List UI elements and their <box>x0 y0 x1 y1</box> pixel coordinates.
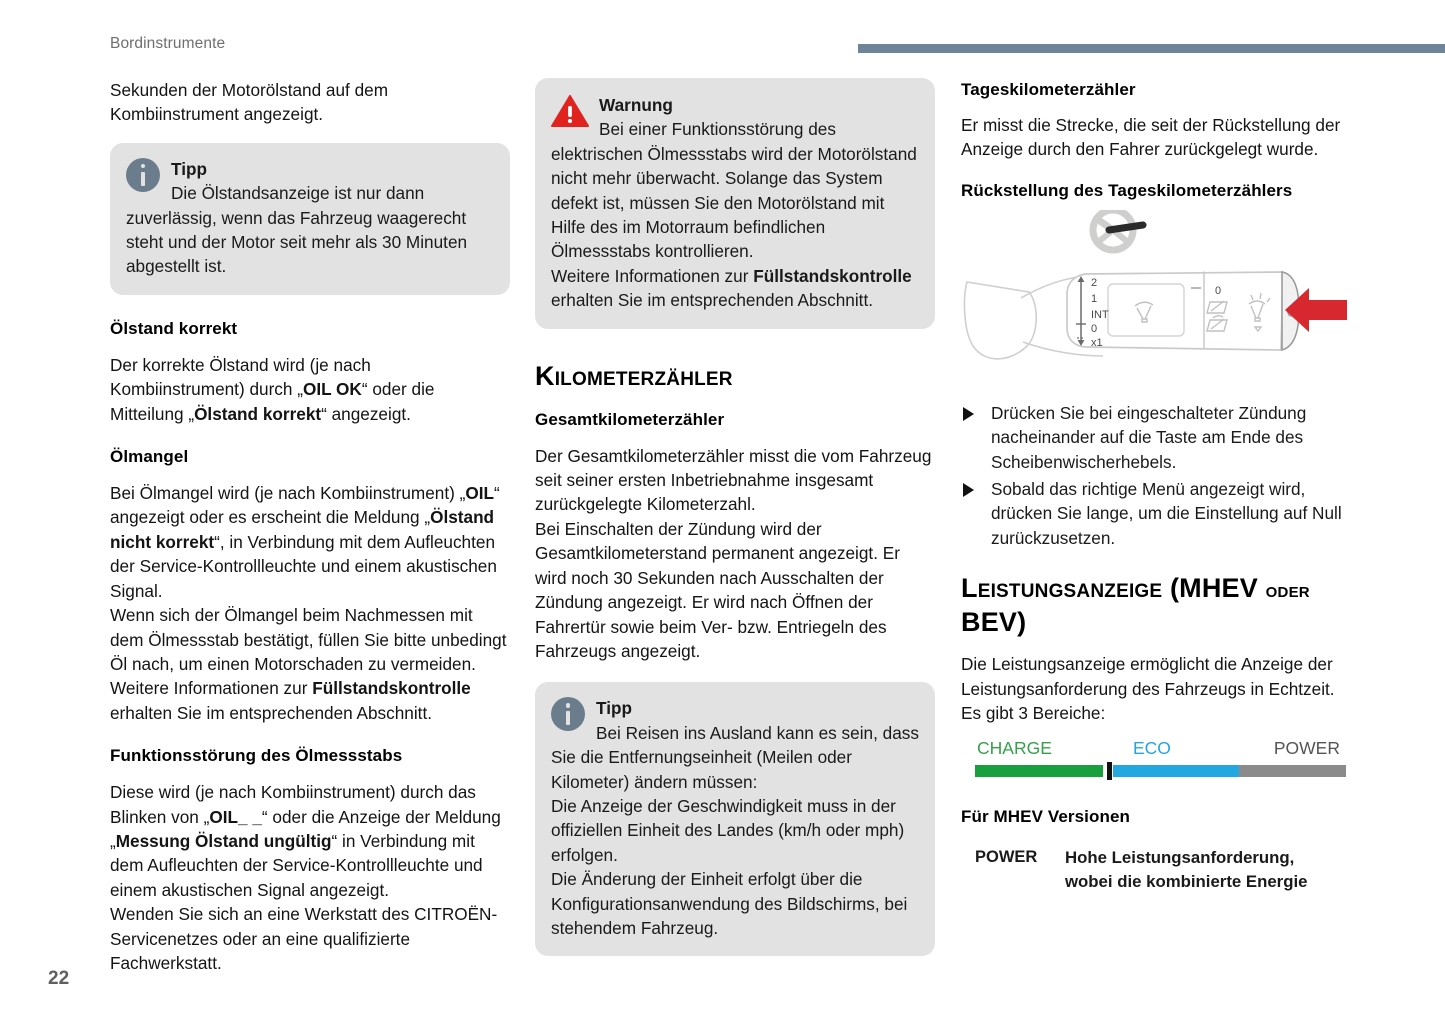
gauge-label-power: POWER <box>1273 738 1340 759</box>
gauge-segment-eco <box>1113 765 1239 777</box>
warning-box-title: Warnung <box>599 95 673 115</box>
chapter-title-part-1: Leistungsanzeige (MHEV <box>961 573 1266 604</box>
reset-instructions-list <box>961 401 1361 550</box>
tip-box-text-c: Die Änderung der Einheit erfolgt über die Konfigurationsanwendung des Bildschirms, bei stehendem Fahrzeug. <box>551 869 908 938</box>
running-header-title: Bordinstrumente <box>110 35 226 52</box>
warning-box-text-b: Weitere Informationen zur <box>551 265 754 286</box>
txt: “ oder die Mitteilung „ <box>110 379 435 424</box>
header-rule-bar <box>858 44 1445 53</box>
txt: erhalten Sie im entsprechenden Abschnitt. <box>110 702 432 723</box>
heading-funktionsstoerung: Funktionsstörung des Ölmessstabs <box>110 746 403 766</box>
triangle-bullet-icon <box>963 483 974 497</box>
heading-oelstand-korrekt: Ölstand korrekt <box>110 318 238 338</box>
tip-box-text-b: Die Anzeige der Geschwindigkeit muss in der offiziellen Einheit des Landes (km/h oder mph) erfolgen. <box>551 795 905 865</box>
page-number: 22 <box>48 968 70 989</box>
chapter-title-text: Kilometerzähler <box>535 360 733 391</box>
gauge-needle-tick <box>1107 762 1112 780</box>
paragraph-gesamt-1: Der Gesamtkilometerzähler misst die vom Fahrzeug seit seiner ersten Inbetriebnahme insgesamt zurückgelegte Kilometerzahl. <box>535 445 932 515</box>
gauge-segment-charge <box>975 765 1103 777</box>
txt: Der korrekte Ölstand wird (je nach Kombiinstrument) durch „ <box>110 354 371 400</box>
bold-oelstand-korrekt: Ölstand korrekt <box>194 403 322 424</box>
mhev-value-line-2: wobei die kombinierte Energie <box>1065 872 1308 892</box>
svg-text:1: 1 <box>1091 292 1098 305</box>
txt: “ angezeigt oder es erscheint die Meldung „ <box>110 483 500 528</box>
heading-gesamtkilometerzaehler: Gesamtkilometerzähler <box>535 409 725 429</box>
gauge-label-eco: ECO <box>1133 738 1171 759</box>
warning-triangle-icon <box>551 95 589 127</box>
mhev-table-row <box>961 846 1361 894</box>
power-gauge <box>961 738 1346 777</box>
txt: “ angezeigt. <box>321 403 411 424</box>
paragraph-oelmangel-3 <box>110 676 510 725</box>
bold-oil: OIL <box>465 483 494 504</box>
txt: Weitere Informationen zur <box>110 678 313 699</box>
gauge-label-charge: CHARGE <box>977 738 1052 759</box>
tip-box-title: Tipp <box>171 158 207 179</box>
heading-rueckstellung: Rückstellung des Tageskilometerzählers <box>961 180 1293 200</box>
txt: “ oder die Anzeige der Meldung „ <box>110 806 501 851</box>
bold-fuellstandskontrolle: Füllstandskontrolle <box>312 678 471 699</box>
chapter-title-part-2: oder <box>1265 577 1310 603</box>
bold-oil-dash: OIL_ _ <box>209 806 262 827</box>
txt: Diese wird (je nach Kombiinstrument) durch das Blinken von „ <box>110 782 476 827</box>
chapter-title-kilometerzaehler <box>535 360 935 394</box>
txt: “, in Verbindung mit dem Aufleuchten der Service-Kontrollleuchte und einem akustischen Signal. <box>110 531 497 601</box>
mhev-row-key: POWER <box>975 848 1038 867</box>
paragraph-oelmangel-2: Wenn sich der Ölmangel beim Nachmessen mit dem Ölmessstab bestätigt, füllen Sie bitte unbedingt Öl nach, um einen Motorschaden zu vermeiden. <box>110 605 507 674</box>
gauge-segment-power <box>1239 765 1346 777</box>
paragraph-oelmangel-1 <box>110 481 510 603</box>
chapter-title-part-3: BEV) <box>961 607 1027 638</box>
tip-box-text-a: Bei Reisen ins Ausland kann es sein, dass Sie die Entfernungseinheit (Meilen oder Kilometer) ändern müssen: <box>551 722 919 792</box>
column-3 <box>961 78 1361 894</box>
list-item-label: Sobald das richtige Menü angezeigt wird, drücken Sie lange, um die Einstellung auf Null zurückzusetzen. <box>991 479 1342 548</box>
tip-box-distance-unit <box>535 682 935 956</box>
intro-line-2: Kombiinstrument angezeigt. <box>110 104 324 125</box>
bold-messung-ungueltig: Messung Ölstand ungültig <box>115 830 332 851</box>
paragraph-funktionsstoerung-1 <box>110 780 510 902</box>
mhev-row-value <box>1065 846 1307 894</box>
heading-tageskilometerzaehler: Tageskilometerzähler <box>961 80 1136 99</box>
warning-box-text-c: erhalten Sie im entsprechenden Abschnitt. <box>551 290 873 311</box>
paragraph-tages: Er misst die Strecke, die seit der Rückstellung der Anzeige durch den Fahrer zurückgelegt wurde. <box>961 115 1341 160</box>
paragraph-oelstand-korrekt <box>110 353 510 426</box>
svg-text:INT: INT <box>1091 308 1109 321</box>
info-icon <box>551 697 585 731</box>
list-item <box>961 401 1361 474</box>
intro-paragraph <box>110 78 510 127</box>
info-icon <box>126 158 160 192</box>
paragraph-leistung-2: Es gibt 3 Bereiche: <box>961 703 1106 724</box>
mhev-value-line-1: Hohe Leistungsanforderung, <box>1065 848 1295 868</box>
list-item-label: Drücken Sie bei eingeschalteter Zündung nacheinander auf die Taste am Ende des Scheibenwischerhebels. <box>991 402 1307 472</box>
svg-text:x1: x1 <box>1091 336 1103 349</box>
power-gauge-labels <box>961 738 1346 762</box>
triangle-bullet-icon <box>963 407 974 421</box>
tip-box-title-2: Tipp <box>596 698 632 719</box>
intro-line-1: Sekunden der Motorölstand auf dem <box>110 80 389 100</box>
steering-wheel-icon <box>1093 210 1143 250</box>
warning-box-dipstick <box>535 78 935 329</box>
list-item <box>961 477 1361 550</box>
heading-oelmangel: Ölmangel <box>110 447 189 467</box>
column-2 <box>535 78 935 956</box>
txt: Bei Ölmangel wird (je nach Kombiinstrument) „ <box>110 483 466 504</box>
svg-text:0: 0 <box>1215 284 1222 297</box>
svg-text:2: 2 <box>1091 276 1098 289</box>
tip-box-oil-level <box>110 143 510 295</box>
svg-text:0: 0 <box>1091 322 1098 335</box>
paragraph-funktionsstoerung-2: Wenden Sie sich an eine Werkstatt des CITROËN-Servicenetzes oder an eine qualifizierte Fachwerkstatt. <box>110 904 498 973</box>
bold-oelstand-nicht-korrekt: Ölstand nicht korrekt <box>110 507 495 552</box>
paragraph-gesamt-2: Bei Einschalten der Zündung wird der Gesamtkilometerstand permanent angezeigt. Er wird noch 30 Sekunden nach Ausschalten der Zündung angezeigt. Er wird nach Öffnen der Fahrertür sowie beim Ver- bzw. Entriegeln des Fahrzeugs angezeigt. <box>535 518 900 661</box>
tip-box-text: Die Ölstandsanzeige ist nur dann zuverlässig, wenn das Fahrzeug waagerecht steht und der Motor seit mehr als 30 Minuten abgestellt ist. <box>126 183 468 277</box>
wiper-stalk-illustration <box>961 210 1361 395</box>
warning-box-text-a: Bei einer Funktionsstörung des elektrischen Ölmessstabs wird der Motorölstand nicht mehr überwacht. Solange das System defekt ist, müssen Sie den Motorölstand mit Hilfe des im Motorraum befindlichen Ölmessstabs kontrollieren. <box>551 119 917 262</box>
heading-fuer-mhev: Für MHEV Versionen <box>961 807 1131 827</box>
paragraph-leistung-1: Die Leistungsanzeige ermöglicht die Anzeige der Leistungsanforderung des Fahrzeugs in Echtzeit. <box>961 654 1335 699</box>
power-gauge-bar <box>961 765 1346 777</box>
chapter-title-leistungsanzeige <box>961 572 1361 640</box>
bold-oil-ok: OIL OK <box>302 379 362 400</box>
column-1 <box>110 78 510 975</box>
txt: “ in Verbindung mit dem Aufleuchten der Service-Kontrollleuchte und einem akustischen Signal angezeigt. <box>110 830 483 900</box>
bold-fuellstandskontrolle-2: Füllstandskontrolle <box>753 265 912 286</box>
